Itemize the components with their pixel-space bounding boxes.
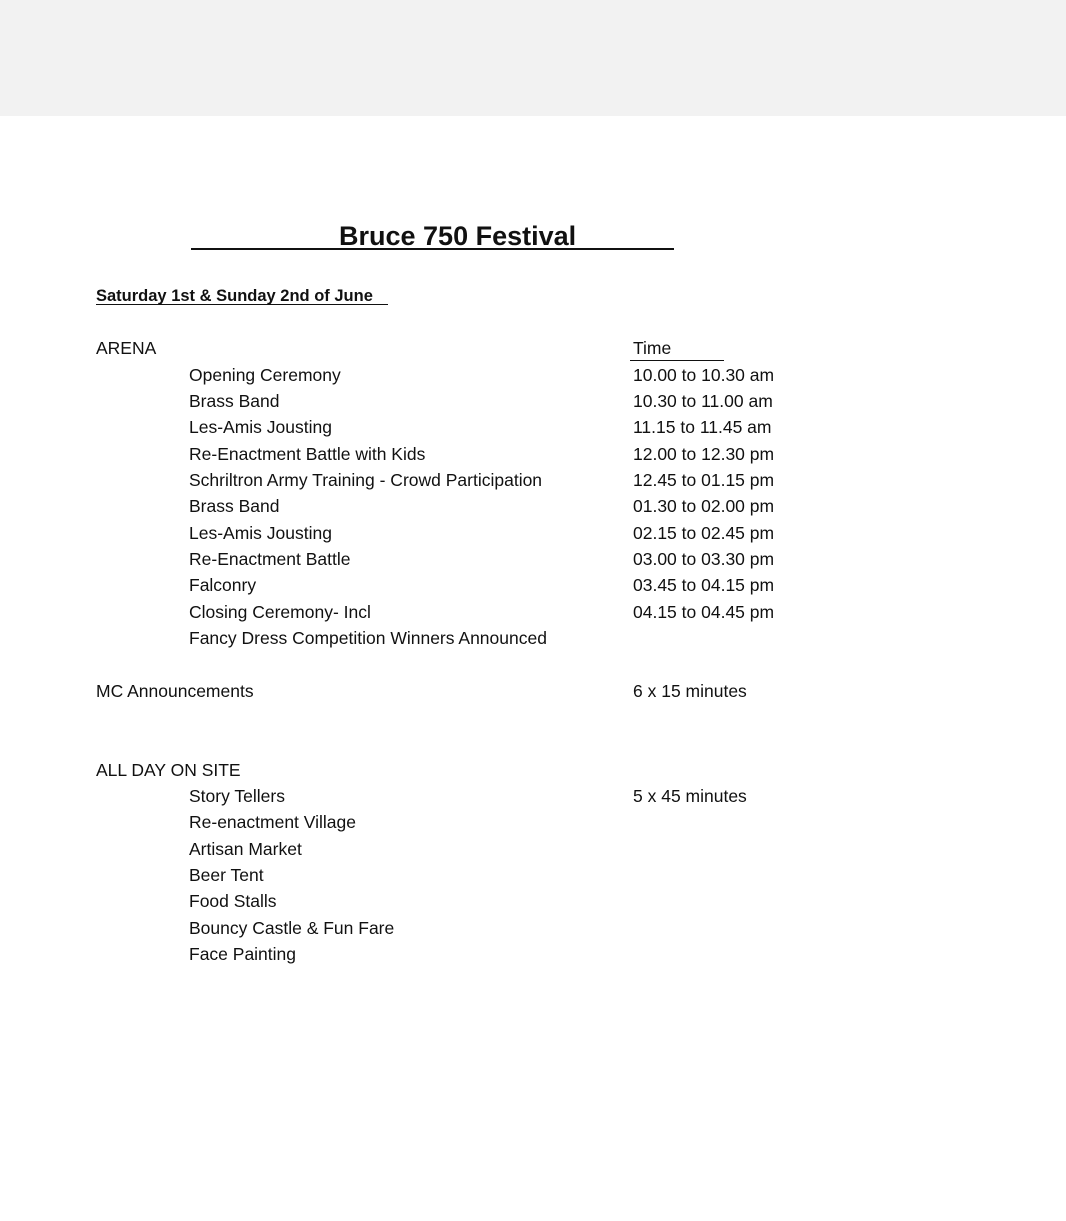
arena-time: 04.15 to 04.45 pm bbox=[633, 602, 775, 622]
document-title: Bruce 750 Festival bbox=[339, 221, 577, 251]
mc-label: MC Announcements bbox=[96, 681, 254, 701]
arena-time: 10.30 to 11.00 am bbox=[633, 391, 773, 411]
arena-item: Re-Enactment Battle bbox=[189, 549, 351, 569]
arena-time: 12.45 to 01.15 pm bbox=[633, 470, 775, 490]
all-day-item: Artisan Market bbox=[189, 839, 302, 859]
date-heading: Saturday 1st & Sunday 2nd of June bbox=[96, 287, 373, 305]
top-band bbox=[0, 0, 1066, 116]
arena-time: 01.30 to 02.00 pm bbox=[633, 496, 775, 516]
arena-time: 11.15 to 11.45 am bbox=[633, 417, 772, 437]
arena-item: Fancy Dress Competition Winners Announced bbox=[189, 628, 547, 648]
arena-item: Closing Ceremony- Incl bbox=[189, 602, 371, 622]
arena-item: Brass Band bbox=[189, 391, 280, 411]
arena-item: Les-Amis Jousting bbox=[189, 523, 332, 543]
arena-time: 02.15 to 02.45 pm bbox=[633, 523, 775, 543]
arena-time: 03.00 to 03.30 pm bbox=[633, 549, 775, 569]
all-day-item: Story Tellers bbox=[189, 786, 285, 806]
arena-item: Re-Enactment Battle with Kids bbox=[189, 444, 426, 464]
arena-time: 12.00 to 12.30 pm bbox=[633, 444, 775, 464]
all-day-item: Food Stalls bbox=[189, 891, 277, 911]
arena-item: Les-Amis Jousting bbox=[189, 417, 332, 437]
all-day-item: Beer Tent bbox=[189, 865, 264, 885]
document-page bbox=[0, 116, 1066, 1221]
arena-time: 10.00 to 10.30 am bbox=[633, 365, 775, 385]
arena-item: Falconry bbox=[189, 575, 257, 595]
all-day-item: Bouncy Castle & Fun Fare bbox=[189, 918, 395, 938]
time-heading-underline bbox=[630, 360, 724, 361]
date-heading-underline bbox=[96, 304, 388, 305]
all-day-item: Face Painting bbox=[189, 944, 297, 964]
arena-heading: ARENA bbox=[96, 338, 157, 358]
arena-time: 03.45 to 04.15 pm bbox=[633, 575, 775, 595]
arena-item: Schriltron Army Training - Crowd Participation bbox=[189, 470, 543, 490]
mc-value: 6 x 15 minutes bbox=[633, 681, 747, 701]
story-tellers-time: 5 x 45 minutes bbox=[633, 786, 747, 806]
time-heading: Time bbox=[633, 338, 672, 358]
all-day-item: Re-enactment Village bbox=[189, 812, 356, 832]
all-day-heading: ALL DAY ON SITE bbox=[96, 760, 241, 780]
arena-item: Opening Ceremony bbox=[189, 365, 341, 385]
arena-item: Brass Band bbox=[189, 496, 280, 516]
